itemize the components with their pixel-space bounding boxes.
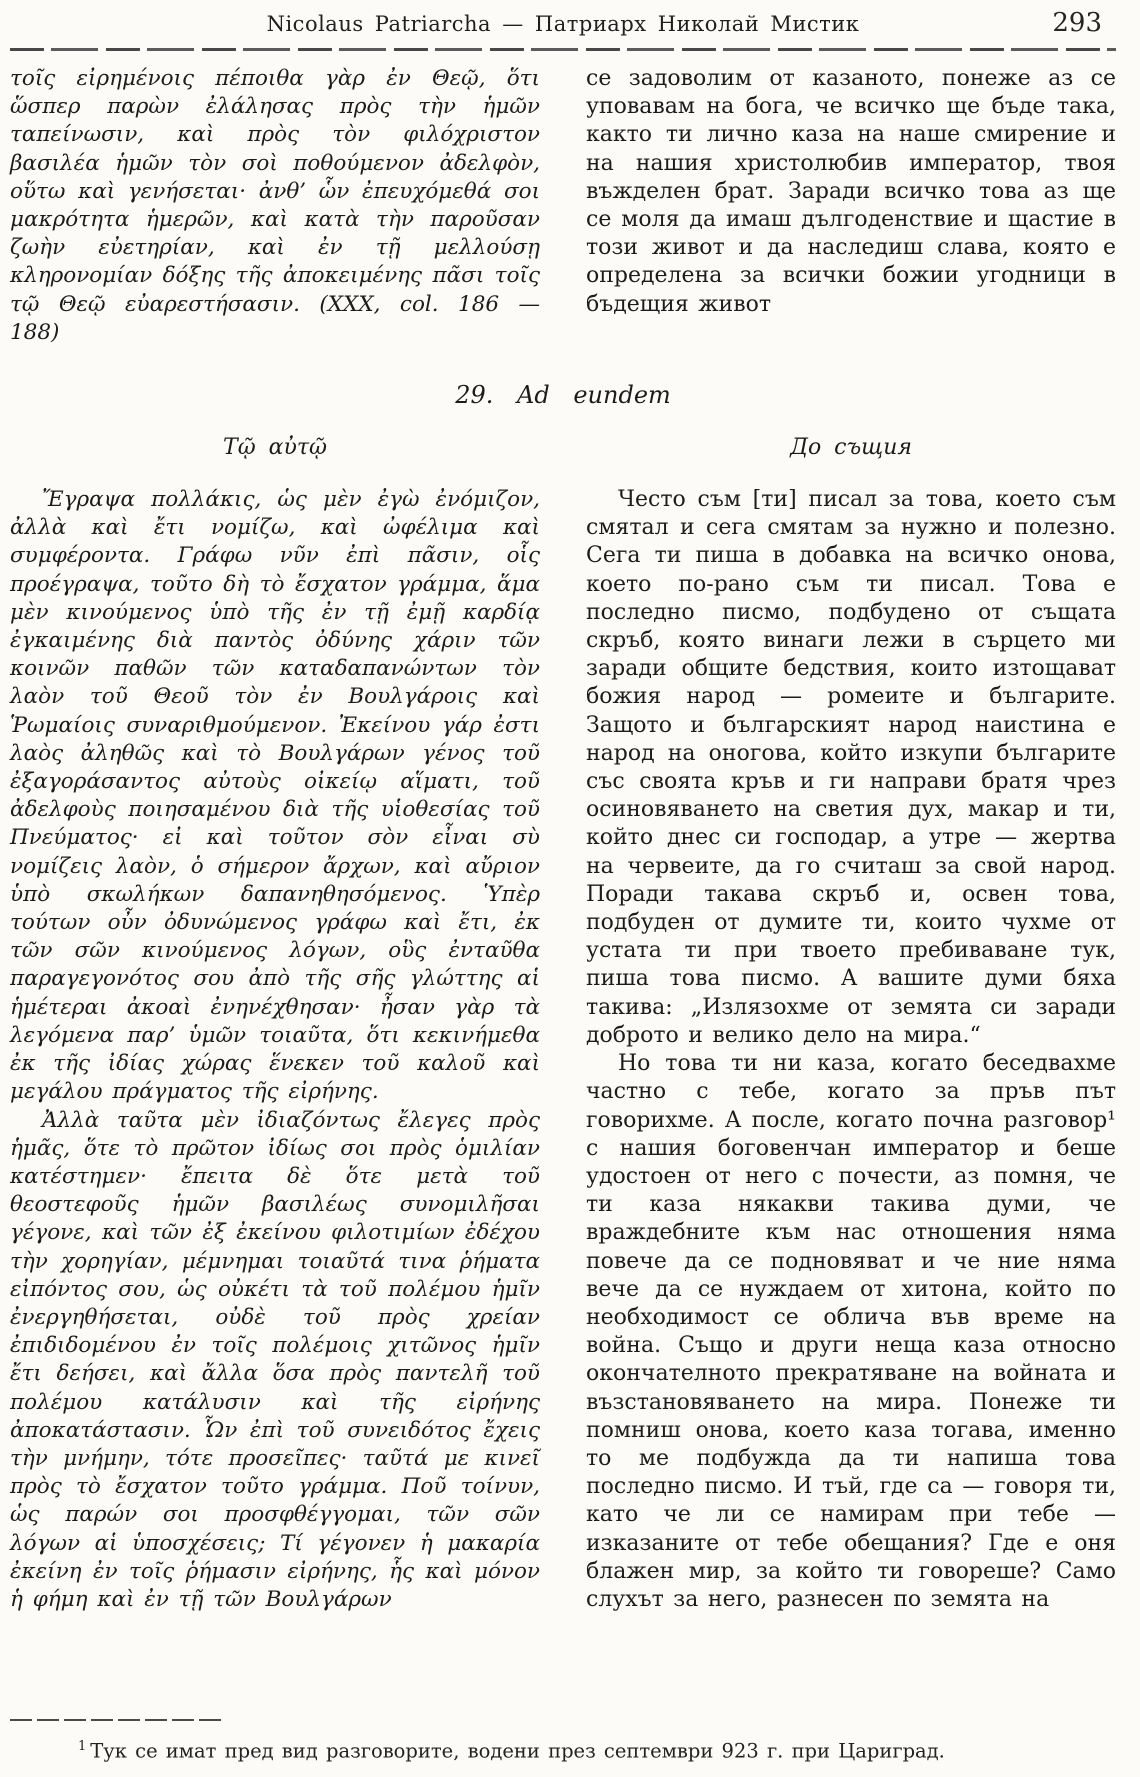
greek-paragraph-1: Ἔγραψα πολλάκις, ὡς μὲν ἐγὼ ἐνόμιζον, ἀλλὰ καὶ ἔτι νομίζω, καὶ ὠφέλιμα καὶ συμφέροντα. Γράφω νῦν ἐπὶ πᾶσιν, οἷς προέγραψα, τοῦτο δὴ τὸ ἔσχατον γράμμα, ἅμα μὲν κινούμενος ὑπὸ τῆς ἐν τῇ ἐμῇ καρδίᾳ ἐγκαιμένης διὰ παντὸς ὀδύνης χάριν τῶν κοινῶν παθῶν τῶν καταδαπανώντων τὸν λαὸν τοῦ Θεοῦ τὸν ἐν Βουλγάροις καὶ Ῥωμαίοις συναριθμούμενον. Ἐκείνου γάρ ἐστι λαὸς ἀληθῶς καὶ τὸ Βουλγάρων γένος τοῦ ἐξαγοράσαντος αὐτοὺς οἰκείῳ αἵματι, τοῦ ἀδελφοὺς ποιησαμένου διὰ τῆς υἱοθεσίας τοῦ Πνεύματος· εἰ καὶ τοῦτον σὸν εἶναι σὺ νομίζεις λαὸν, ὁ σήμερον ἄρχων, καὶ αὔριον ὑπὸ σκωλήκων δαπανηθησόμενος. Ὑπὲρ τούτων οὖν ὀδυνώμενος γράφω καὶ ἔτι, ἐκ τῶν σῶν κινούμενος λόγων, οὓς ἐνταῦθα παραγεγονότος σου ἀπὸ τῆς σῆς γλώττης αἱ ἡμέτεραι ἀκοαὶ ἐνηνέχθησαν· ἦσαν γὰρ τὰ λεγόμενα παρ’ ὑμῶν τοιαῦτα, ὅτι κεκινήμεθα ἐκ τῆς ἰδίας χώρας ἕνεκεν τοῦ καλοῦ καὶ μεγάλου πράγματος τῆς εἰρήνης. [10, 487, 540, 1105]
greek-paragraph-continuation: τοῖς εἰρημένοις πέποιθα γὰρ ἐν Θεῷ, ὅτι ὥσπερ παρὼν ἐλάλησας πρὸς τὴν ἡμῶν ταπείνωσιν, καὶ πρὸς τὸν φιλόχριστον βασιλέα ἡμῶν τὸν σοὶ ποθούμενον ἀδελφὸν, οὕτω καὶ γενήσεται· ἀνθ’ ὧν ἐπευχόμεθά σοι μακρότητα ἡμερῶν, καὶ κατὰ τὴν παροῦσαν ζωὴν εὐετηρίαν, καὶ ἐν τῇ μελλούσῃ κληρονομίαν δόξης τῆς ἀποκειμένης πᾶσι τοῖς τῷ Θεῷ εὐαρεστήσασιν. (XXX, col. 186 — 188) [10, 66, 540, 345]
bulgarian-column-section-2 [586, 435, 1116, 1614]
section-2-columns [10, 435, 1116, 1614]
page-number: 293 [1052, 8, 1102, 38]
footnote-marker: 1 [78, 1738, 87, 1754]
footnote-area [10, 1719, 1116, 1764]
greek-subheading: Τῷ αὐτῷ [223, 435, 327, 461]
footnote-text: Тук се имат пред вид разговорите, водени през септември 923 г. при Цариград. [90, 1739, 945, 1762]
bulgarian-column-section-1 [586, 65, 1116, 347]
running-title: Nicolaus Patriarcha — Патриарх Николай Мистик [266, 12, 860, 36]
section-1-columns [10, 65, 1116, 347]
bulgarian-paragraph-1: Често съм [ти] писал за това, което съм смятал и сега смятам за нужно и полезно. Сега ти пиша в добавка на всичко онова, което по-рано съм ти писал. Това е последно писмо, подбудено от същата скръб, която винаги лежи в сърцето ми заради общите бедствия, които изтощават божия народ — ромеите и българите. Защото и българският народ наистина е народ на оногова, който изкупи българите със своята кръв и ги направи братя чрез осиновяването на светия дух, макар и ти, който днес си господар, а утре — жертва на червеите, да го считаш за свой народ. Поради такава скръб и, освен това, подбуден от думите ти, които чухме от устата ти при твоето пребиваване тук, пиша това писмо. А вашите думи бяха такива: „Излязохме от земята си заради доброто и велико дело на мира.“ [586, 487, 1116, 1048]
greek-paragraph-2: Ἀλλὰ ταῦτα μὲν ἰδιαζόντως ἔλεγες πρὸς ἡμᾶς, ὅτε τὸ πρῶτον ἰδίως σοι πρὸς ὁμιλίαν κατέστημεν· ἔπειτα δὲ ὅτε μετὰ τοῦ θεοστεφοῦς ἡμῶν βασιλέως συνομιλῆσαι γέγονε, καὶ τῶν ἐξ ἐκείνου φιλοτιμίων ἐδέχου τὴν χορηγίαν, μέμνημαι τοιαῦτά τινα ῥήματα εἰπόντος σου, ὡς οὐκέτι τὰ τοῦ πολέμου ἡμῖν ἐνεργηθήσεται, οὐδὲ τοῦ πρὸς χρείαν ἐπιδιδομένου ἐν τοῖς πολέμοις χιτῶνος ἡμῖν ἔτι δεήσει, καὶ ἄλλα ὅσα πρὸς παντελῆ τοῦ πολέμου κατάλυσιν καὶ τῆς εἰρήνης ἀποκατάστασιν. Ὧν ἐπὶ τοῦ συνειδότος ἔχεις τὴν μνήμην, τότε προσεῖπες· ταῦτά με κινεῖ πρὸς τὸ ἔσχατον τοῦτο γράμμα. Ποῦ τοίνυν, ὡς παρών σοι προσφθέγγομαι, τῶν σῶν λόγων αἱ ὑποσχέσεις; Τί γέγονεν ἡ μακαρία ἐκείνη ἐν τοῖς ῥήμασιν εἰρήνης, ἧς καὶ μόνον ἡ φήμη καὶ ἐν τῇ τῶν Βουλγάρων [10, 1107, 540, 1612]
footnote-separator-rule [10, 1719, 225, 1721]
bulgarian-paragraph-2: Но това ти ни каза, когато беседвахме частно с тебе, когато за пръв път говорихме. А после, когато почна разговор¹ с нашия боговенчан император и беше удостоен от него с почести, аз помня, че ти каза някакви такива думи, че враждебните към нас отношения няма повече да се подновяват и че ние няма вече да се нуждаем от хитона, който по необходимост се облича във време на война. Също и други неща каза относно окончателното прекратяване на войната и възстановяването на мира. Понеже ти помниш онова, което каза тогава, именно то ме подбужда да ти напиша това последно писмо. И тъй, где са — говоря ти, като че ли се намирам при тебе — изказаните от тебе обещания? Где е оня блажен мир, за който ти говореше? Само слухът за него, разнесен по земята на [586, 1051, 1116, 1612]
letter-heading: 29. Ad eundem [455, 381, 671, 410]
page-header [10, 8, 1116, 42]
bulgarian-subheading: До същия [790, 435, 912, 461]
footnote [10, 1735, 1116, 1764]
greek-column-section-1 [10, 65, 540, 347]
header-rule [10, 48, 1116, 51]
bulgarian-paragraph-continuation: се задоволим от казаното, понеже аз се уповавам на бога, че всичко ще бъде така, както ти лично каза на наше смирение и на нашия христолюбив император, твоя въжделен брат. Заради всичко това аз ще се моля да имаш дългоденствие и щастие в този живот и да наследиш слава, която е определена за всички божии угодници в бъдещия живот [586, 66, 1116, 317]
greek-column-section-2 [10, 435, 540, 1614]
